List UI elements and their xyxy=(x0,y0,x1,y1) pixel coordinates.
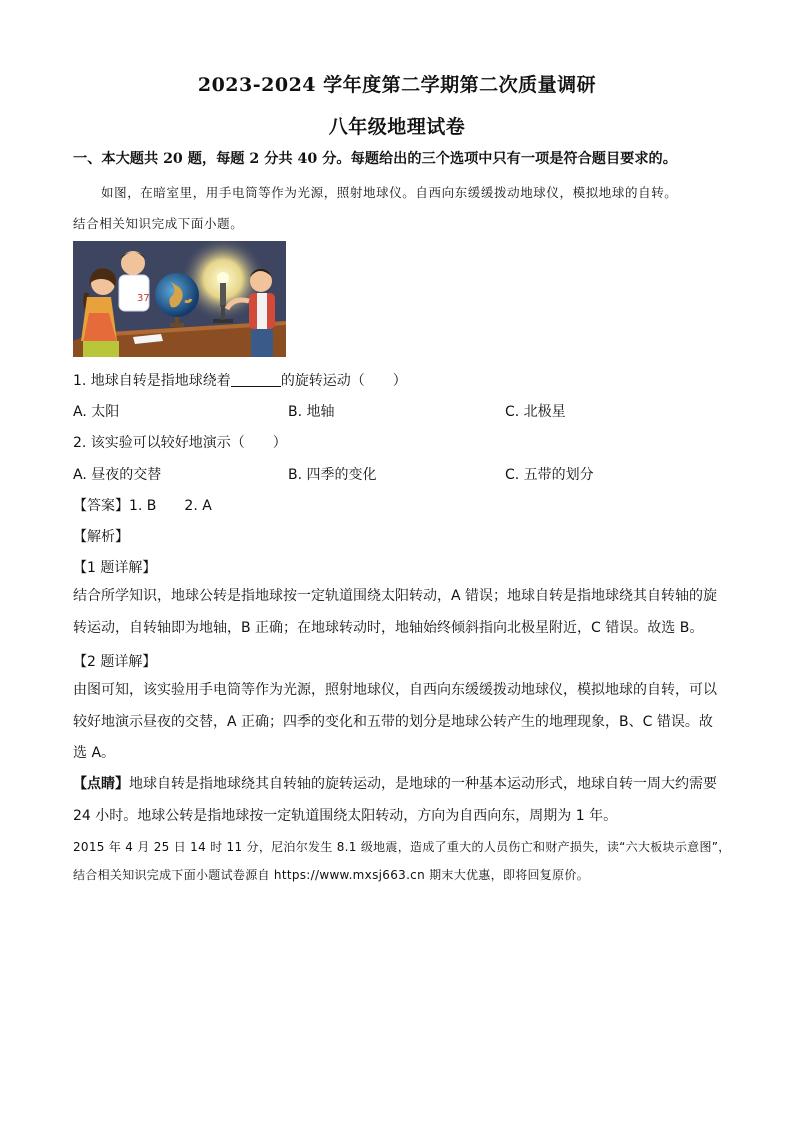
question-1-option-c: C. 北极星 xyxy=(505,404,566,420)
answer-line xyxy=(73,495,212,515)
analysis-label: 【解析】 xyxy=(73,529,129,545)
tip-label: 【点睛】 xyxy=(73,776,129,792)
question-2-option-c: C. 五带的划分 xyxy=(505,467,594,483)
answer-1: 1. B xyxy=(129,498,157,514)
globe-experiment-illustration xyxy=(73,241,286,357)
answer-2: 2. A xyxy=(184,498,212,514)
question-1-blank xyxy=(231,372,281,387)
exam-title: 2023-2024 学年度第二学期第二次质量调研 xyxy=(197,74,597,96)
question-2-option-a: A. 昼夜的交替 xyxy=(73,467,162,483)
next-question-intro: 2015 年 4 月 25 日 14 时 11 分，尼泊尔发生 8.1 级地震，造成了重大的人员伤亡和财产损失，读“六大板块示意图”，结合相关知识完成下面小题试卷源自 https://www.mxsj663.cn 期末大优惠，即将回复原价。 xyxy=(73,840,731,882)
q1-detail-text: 结合所学知识，地球公转是指地球按一定轨道围绕太阳转动，A 错误；地球自转是指地球绕其自转轴的旋转运动，自转轴即为地轴，B 正确；在地球转动时，地轴始终倾斜指向北极星附近，C 错误。故选 B。 xyxy=(73,588,718,636)
question-1-option-b: B. 地轴 xyxy=(288,404,335,420)
question-1-stem-after: 的旋转运动（ ） xyxy=(280,373,407,389)
question-1-stem xyxy=(73,370,407,390)
section-heading: 一、本大题共 20 题，每题 2 分共 40 分。每题给出的三个选项中只有一项是符合题目要求的。 xyxy=(73,151,677,167)
question-2-stem: 2. 该实验可以较好地演示（ ） xyxy=(73,435,287,451)
question-1-stem-before: 1. 地球自转是指地球绕着 xyxy=(73,373,231,389)
exam-subtitle: 八年级地理试卷 xyxy=(328,116,466,138)
q2-detail-text: 由图可知，该实验用手电筒等作为光源，照射地球仪，自西向东缓缓拨动地球仪，模拟地球的自转，可以较好地演示昼夜的交替，A 正确；四季的变化和五带的划分是地球公转产生的地理现象，B、C 错误。故选 A。 xyxy=(73,682,717,761)
answer-label: 【答案】 xyxy=(73,498,129,514)
svg-text:37: 37 xyxy=(137,293,150,304)
tip-block xyxy=(73,769,723,832)
question-1-option-a: A. 太阳 xyxy=(73,404,120,420)
intro-line-2: 结合相关知识完成下面小题。 xyxy=(73,216,244,231)
q1-detail-label: 【1 题详解】 xyxy=(73,560,157,576)
question-2-option-b: B. 四季的变化 xyxy=(288,467,377,483)
q2-detail-label: 【2 题详解】 xyxy=(73,654,157,670)
tip-text: 地球自转是指地球绕其自转轴的旋转运动，是地球的一种基本运动形式，地球自转一周大约需要 24 小时。地球公转是指地球按一定轨道围绕太阳转动，方向为自西向东，周期为 1 年。 xyxy=(73,776,717,824)
intro-line-1: 如图，在暗室里，用手电筒等作为光源，照射地球仪。自西向东缓缓拨动地球仪，模拟地球的自转。 xyxy=(101,185,678,200)
